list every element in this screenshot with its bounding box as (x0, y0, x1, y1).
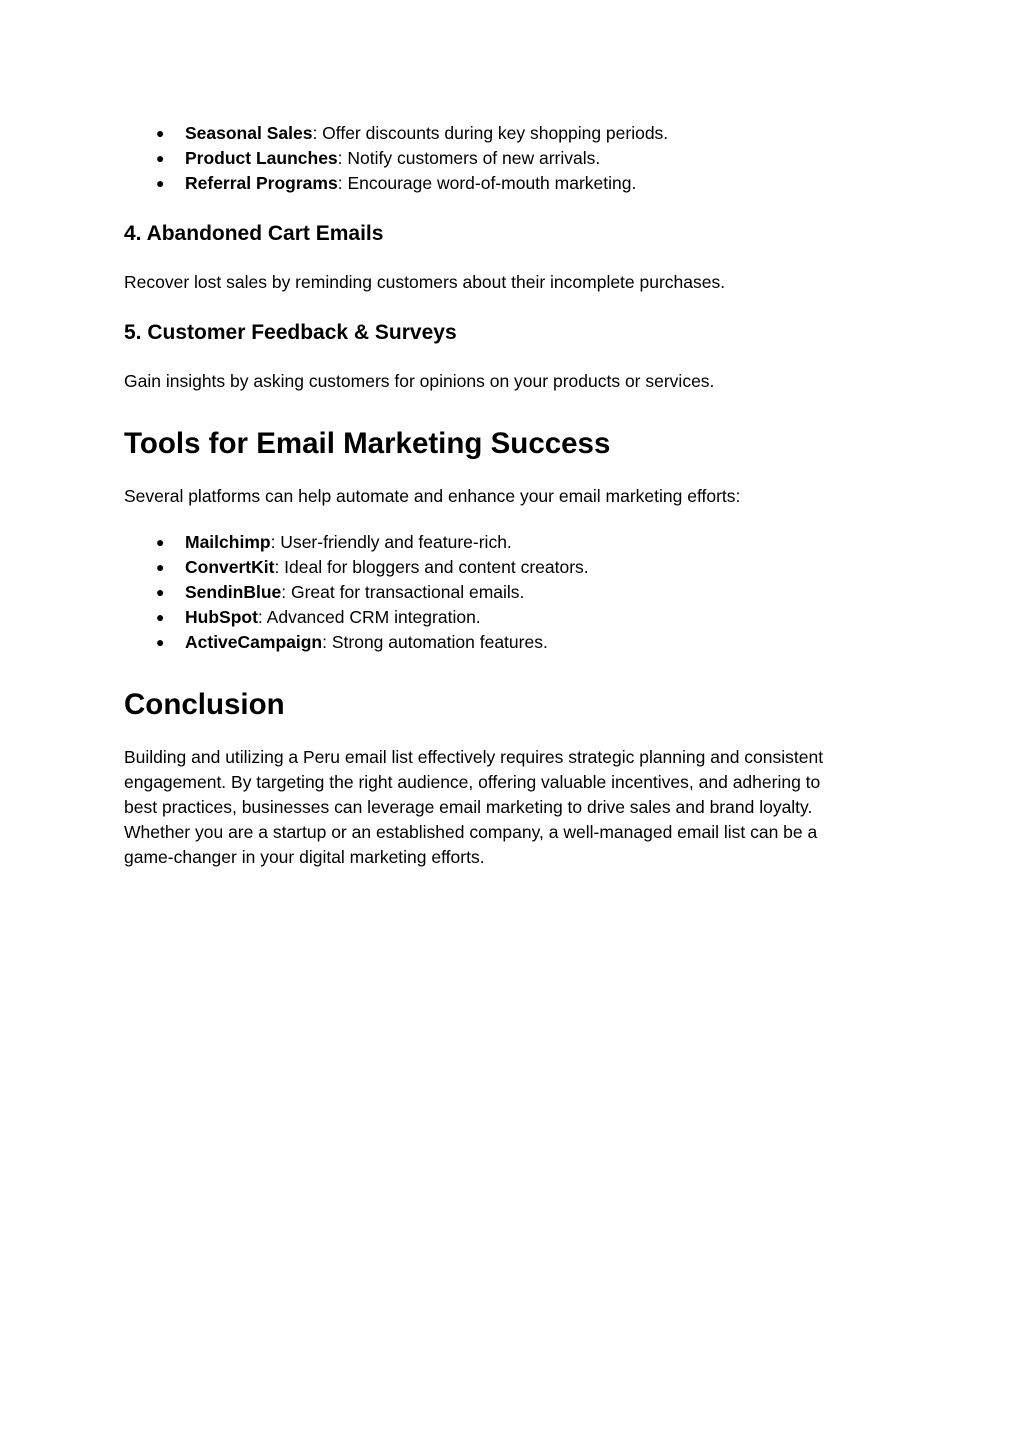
tools-list (124, 530, 894, 655)
promo-list (124, 121, 894, 196)
list-item (124, 555, 894, 580)
bullet-icon: ● (156, 584, 165, 600)
list-item-term: ActiveCampaign (185, 632, 323, 652)
bullet-icon: ● (156, 125, 165, 141)
list-item (124, 605, 894, 630)
feedback-heading: 5. Customer Feedback & Surveys (124, 321, 457, 344)
list-item-term: Product Launches (185, 148, 338, 168)
list-item (124, 530, 894, 555)
tools-heading: Tools for Email Marketing Success (124, 427, 611, 460)
conclusion-line: game-changer in your digital marketing efforts. (124, 847, 485, 867)
tools-intro: Several platforms can help automate and enhance your email marketing efforts: (124, 486, 741, 506)
list-item-term: Seasonal Sales (185, 123, 313, 143)
conclusion-line: engagement. By targeting the right audience, offering valuable incentives, and adhering to (124, 772, 821, 792)
list-item-term: Mailchimp (185, 532, 271, 552)
conclusion-paragraph (124, 745, 894, 870)
abandoned-cart-text: Recover lost sales by reminding customers about their incomplete purchases. (124, 272, 726, 292)
list-item-desc: : Encourage word-of-mouth marketing. (337, 173, 637, 193)
list-item-desc: : Advanced CRM integration. (257, 607, 481, 627)
feedback-text: Gain insights by asking customers for opinions on your products or services. (124, 371, 715, 391)
list-item-desc: : Strong automation features. (322, 632, 548, 652)
list-item-term: ConvertKit (185, 557, 275, 577)
list-item-desc: : Offer discounts during key shopping periods. (312, 123, 669, 143)
list-item-desc: : Ideal for bloggers and content creators. (274, 557, 589, 577)
bullet-icon: ● (156, 150, 165, 166)
list-item (124, 630, 894, 655)
bullet-icon: ● (156, 634, 165, 650)
conclusion-line: Whether you are a startup or an established company, a well-managed email list can be a (124, 822, 818, 842)
conclusion-line: Building and utilizing a Peru email list effectively requires strategic planning and consistent (124, 747, 824, 767)
bullet-icon: ● (156, 175, 165, 191)
list-item (124, 121, 894, 146)
list-item-term: SendinBlue (185, 582, 282, 602)
list-item-desc: : Notify customers of new arrivals. (337, 148, 601, 168)
abandoned-cart-heading: 4. Abandoned Cart Emails (124, 222, 384, 245)
list-item-term: HubSpot (185, 607, 258, 627)
conclusion-heading: Conclusion (124, 688, 285, 721)
conclusion-line: best practices, businesses can leverage email marketing to drive sales and brand loyalty. (124, 797, 813, 817)
list-item-desc: : User-friendly and feature-rich. (270, 532, 512, 552)
list-item (124, 171, 894, 196)
bullet-icon: ● (156, 559, 165, 575)
list-item (124, 580, 894, 605)
bullet-icon: ● (156, 534, 165, 550)
bullet-icon: ● (156, 609, 165, 625)
list-item-desc: : Great for transactional emails. (281, 582, 525, 602)
document-content (124, 121, 894, 870)
list-item (124, 146, 894, 171)
list-item-term: Referral Programs (185, 173, 338, 193)
